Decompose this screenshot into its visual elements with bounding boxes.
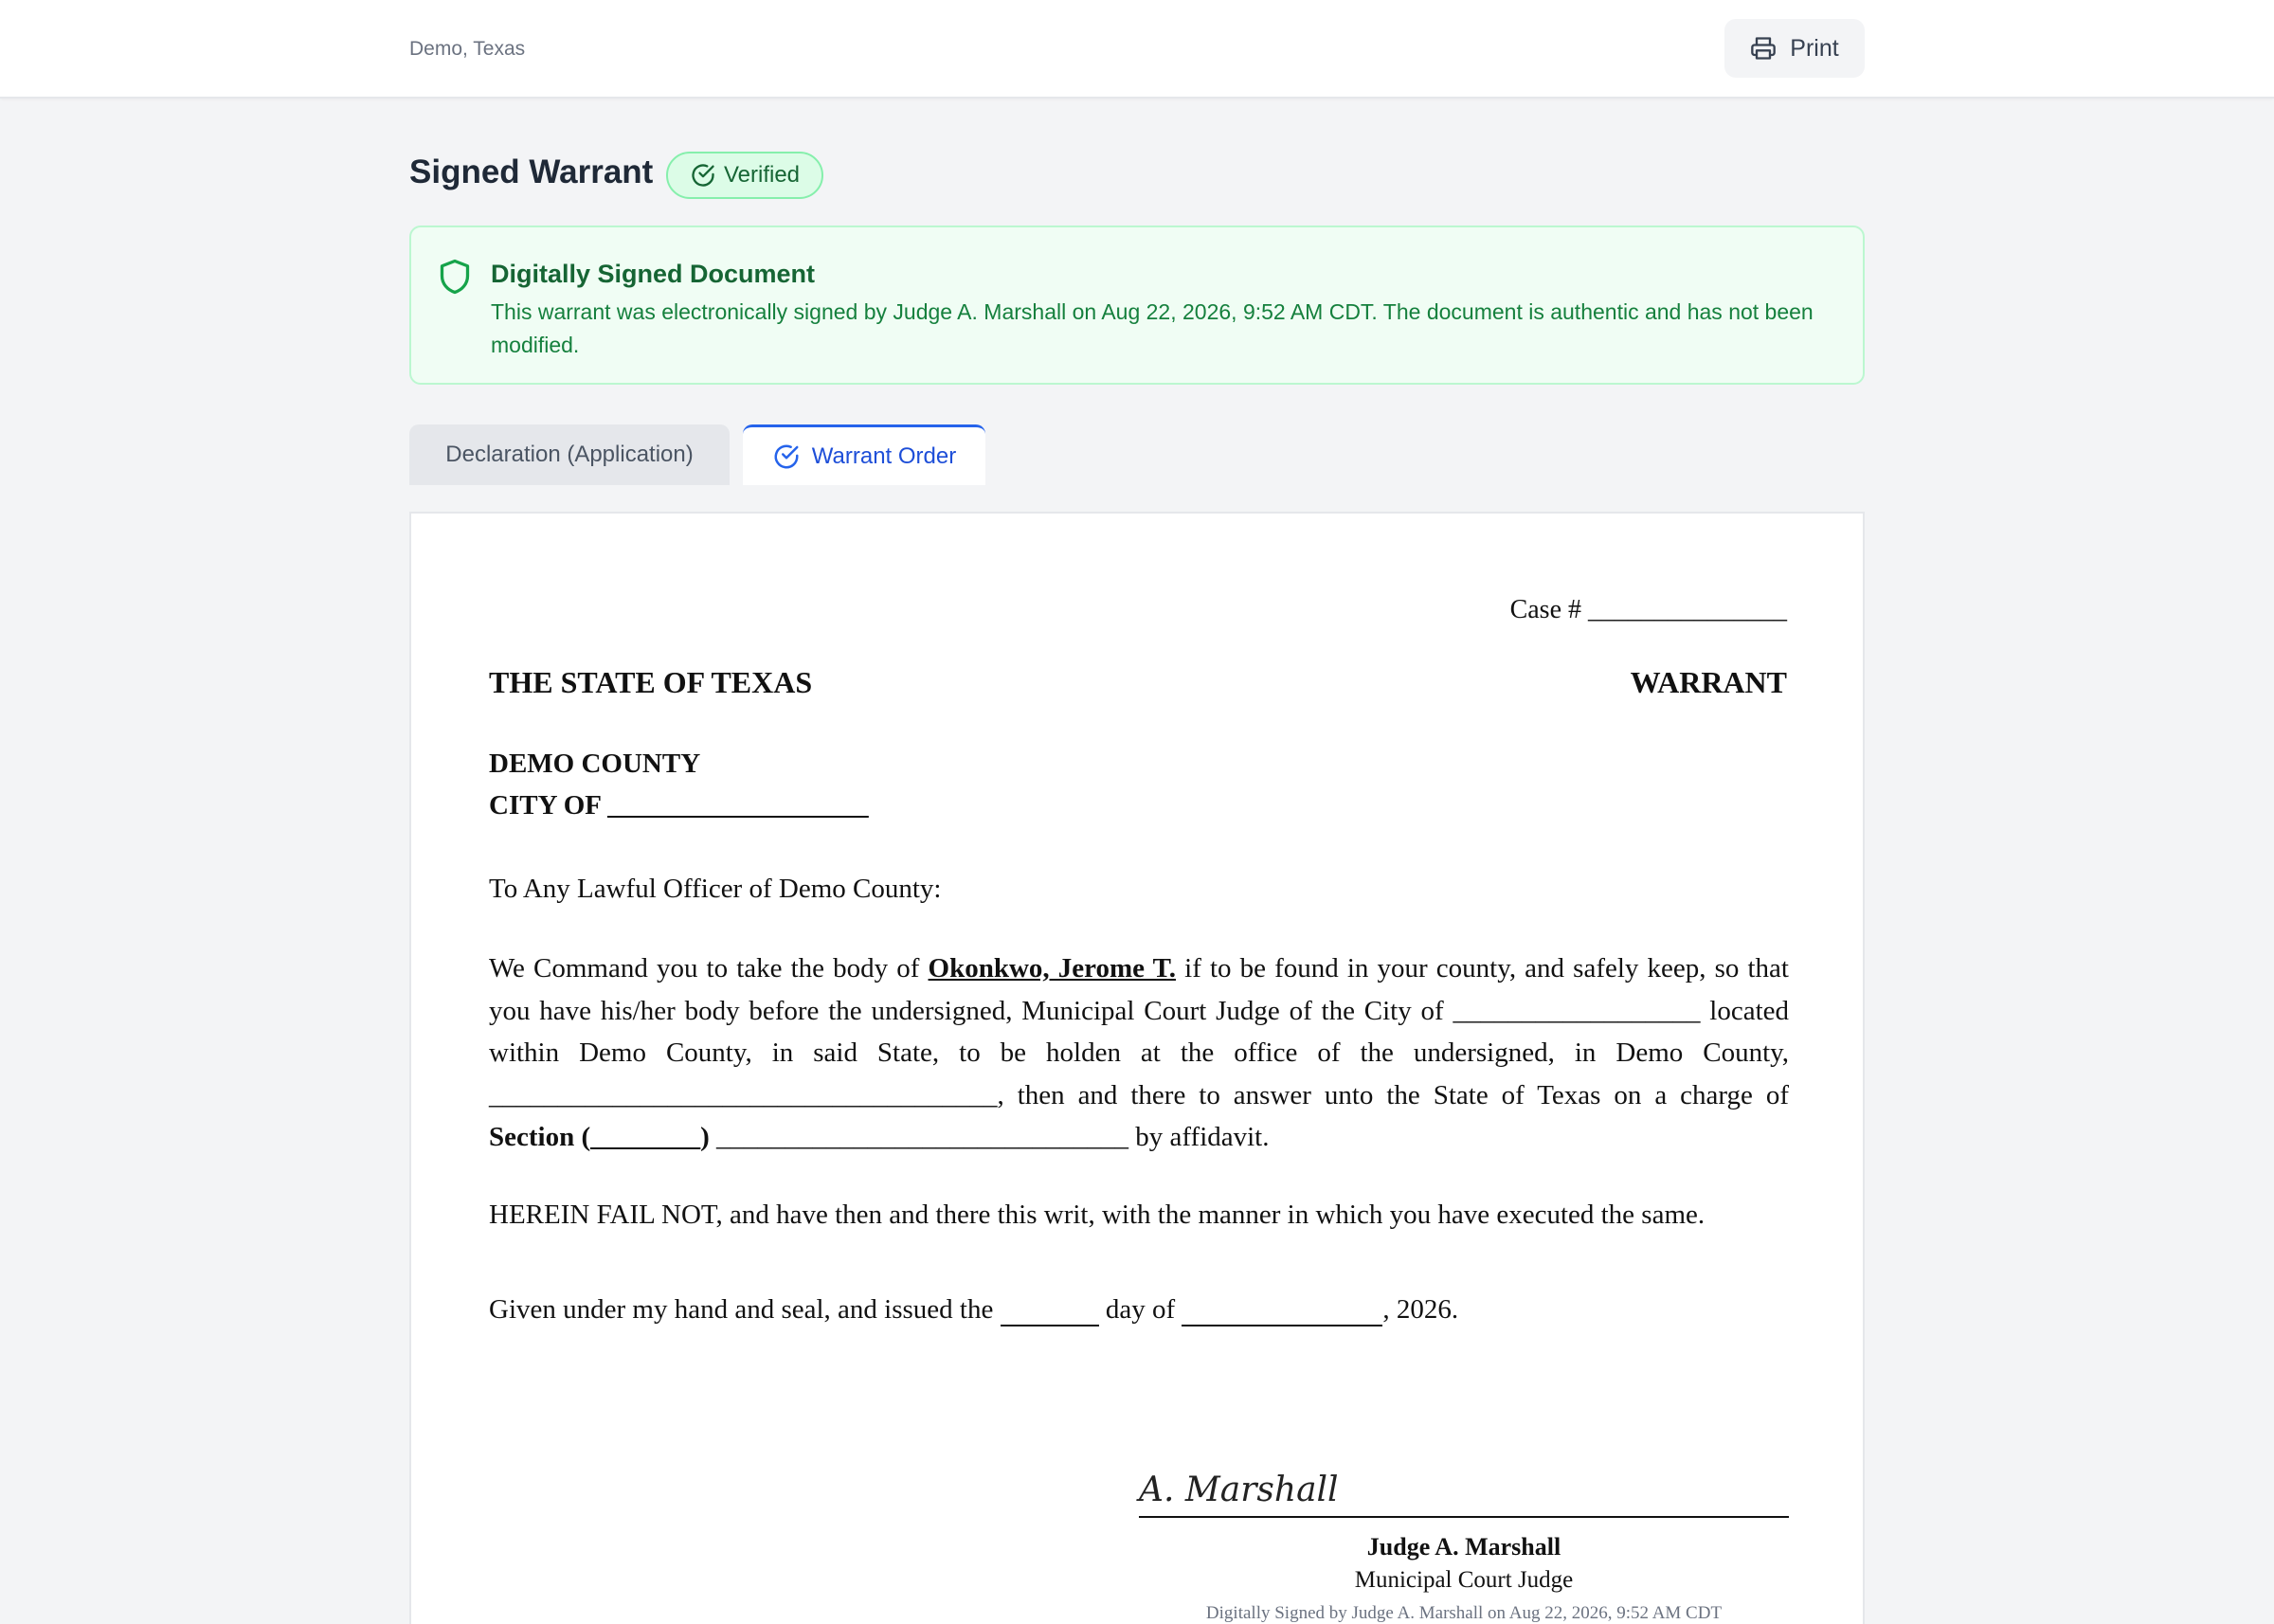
command-text-part3: ______________________________ by affidavit. bbox=[709, 1122, 1270, 1152]
greeting: To Any Lawful Officer of Demo County: bbox=[489, 874, 942, 904]
tab-declaration[interactable] bbox=[409, 424, 730, 485]
warrant-document bbox=[409, 512, 1865, 1624]
command-paragraph bbox=[489, 947, 1789, 1159]
signature-line bbox=[1139, 1516, 1789, 1518]
page-title: Signed Warrant bbox=[409, 153, 654, 190]
printer-icon bbox=[1750, 35, 1777, 62]
judge-name: Judge A. Marshall bbox=[1366, 1533, 1561, 1561]
top-bar bbox=[0, 0, 2274, 99]
notice-title: Digitally Signed Document bbox=[491, 260, 816, 288]
signed-notice bbox=[409, 226, 1865, 385]
issued-clause bbox=[489, 1294, 1458, 1326]
issued-suffix: , 2026. bbox=[1382, 1294, 1459, 1325]
print-button[interactable] bbox=[1724, 19, 1865, 78]
command-text-part2: if to be found in your county, and safely keep, so that you have his/her body before the undersigned, Municipal Court Judge of the City of __________________ located within Demo County, in said State, to be holden at the office of the undersigned, in Demo County, _____________________________________, then and there to answer unto the State of Texas on a charge of bbox=[489, 953, 1789, 1110]
verified-badge bbox=[666, 152, 823, 199]
case-number: Case # _______________ bbox=[1509, 595, 1787, 624]
herein-clause: HEREIN FAIL NOT, and have then and there this writ, with the manner in which you have executed the same. bbox=[489, 1200, 1706, 1230]
issued-month-blank bbox=[1182, 1294, 1382, 1326]
command-text-part1: We Command you to take the body of bbox=[489, 953, 929, 983]
county-heading: DEMO COUNTY bbox=[489, 749, 701, 779]
issued-mid: day of bbox=[1098, 1294, 1182, 1325]
digital-signature-note: Digitally Signed by Judge A. Marshall on Aug 22, 2026, 9:52 AM CDT bbox=[1205, 1603, 1723, 1623]
issued-prefix: Given under my hand and seal, and issued the bbox=[489, 1294, 1001, 1325]
tab-warrant-order-label: Warrant Order bbox=[811, 442, 957, 469]
defendant-name: Okonkwo, Jerome T. bbox=[928, 953, 1177, 983]
city-heading: CITY OF ___________________ bbox=[489, 790, 869, 821]
location-label: Demo, Texas bbox=[409, 38, 526, 60]
document-type-heading: WARRANT bbox=[1630, 665, 1787, 699]
section-label: Section (________) bbox=[489, 1122, 710, 1152]
state-heading: THE STATE OF TEXAS bbox=[489, 665, 813, 699]
shield-icon bbox=[438, 258, 472, 296]
tab-declaration-label: Declaration (Application) bbox=[445, 442, 694, 467]
tab-warrant-order[interactable] bbox=[743, 424, 985, 485]
check-circle-icon bbox=[772, 442, 801, 471]
print-label: Print bbox=[1790, 34, 1839, 62]
check-circle-icon bbox=[690, 162, 716, 189]
judge-signature: A. Marshall bbox=[1139, 1471, 1339, 1509]
verified-label: Verified bbox=[723, 162, 801, 188]
notice-text: This warrant was electronically signed by Judge A. Marshall on Aug 22, 2026, 9:52 AM CDT. The document is authentic and has not been modified. bbox=[491, 299, 1814, 357]
issued-day-blank bbox=[1001, 1294, 1099, 1326]
judge-title: Municipal Court Judge bbox=[1354, 1567, 1574, 1593]
